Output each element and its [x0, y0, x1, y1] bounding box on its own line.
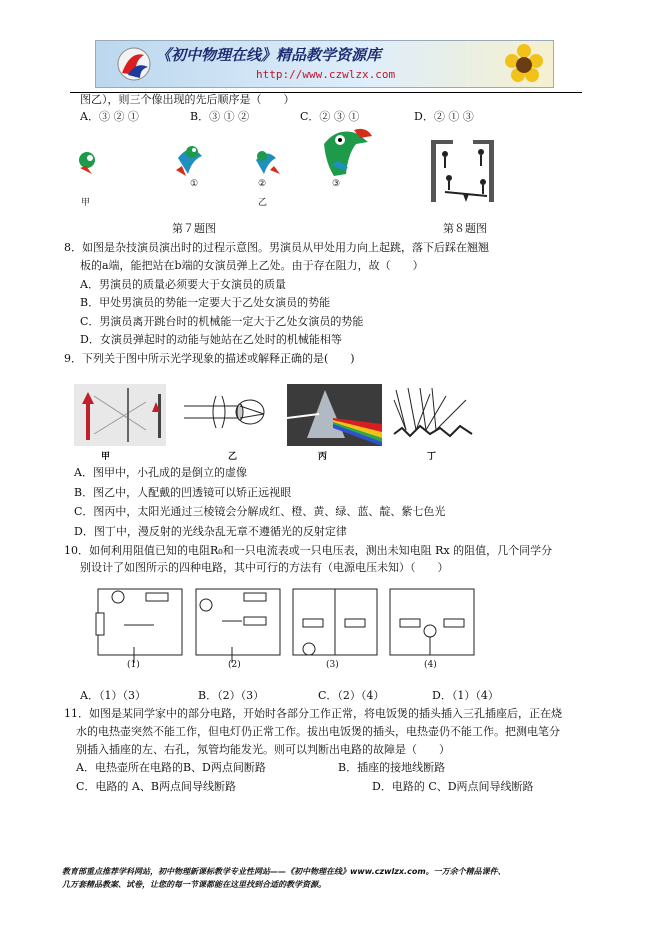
- q9-label-bing: 丙: [318, 452, 328, 462]
- q7-label-yi: 乙: [258, 198, 268, 208]
- q11-option-a: A．电热壶所在电路的B、D两点间断路: [76, 761, 266, 774]
- q8-option-d: D．女演员弹起时的动能与她站在乙处时的机械能相等: [80, 333, 342, 346]
- q11-stem-line1: 11．如图是某同学家中的部分电路，开始时各部分工作正常，将电饭煲的插头插入三孔插座后，正在烧: [64, 707, 562, 720]
- q11-option-b: B．插座的接地线断路: [338, 761, 446, 774]
- q10-option-b: B．（2）（3）: [198, 689, 265, 702]
- q9-figure-yi: [180, 384, 275, 446]
- footer-line2: 几万套精品教案、试卷，让您的每一节课都能在这里找到合适的教学资源。: [62, 880, 326, 889]
- banner-title: 《初中物理在线》精品教学资源库: [156, 46, 382, 64]
- q8-acrobat-figure: [425, 130, 505, 206]
- q10-option-c: C．（2）（4）: [318, 689, 385, 702]
- q10-label-2: (2): [228, 660, 241, 670]
- header-banner: [95, 40, 554, 88]
- q9-option-b: B．图乙中，人配戴的凹透镜可以矫正远视眼: [74, 486, 292, 499]
- q9-label-jia: 甲: [101, 452, 111, 462]
- q9-stem: 9．下列关于图中所示光学现象的描述或解释正确的是( ): [64, 352, 355, 365]
- q7-label-jia: 甲: [81, 198, 91, 208]
- q7-figure-2: [250, 144, 282, 178]
- q9-option-a: A．图甲中，小孔成的是倒立的虚像: [74, 466, 247, 479]
- sunflower-icon: [496, 41, 552, 87]
- q10-option-d: D．（1）（4）: [432, 689, 499, 702]
- q7-caption: 第７题图: [172, 222, 216, 235]
- q7-option-c: C．② ③ ①: [300, 110, 360, 123]
- q7-figure-1: [170, 138, 212, 180]
- q8-stem-line1: 8．如图是杂技演员演出时的过程示意图。男演员从甲处用力向上起跳，落下后踩在翘翘: [64, 241, 489, 254]
- q10-circuit-1: [94, 585, 186, 665]
- q7-option-b: B．③ ① ②: [190, 110, 250, 123]
- q7-figure-3: [318, 124, 374, 182]
- q7-option-a: A．③ ② ①: [80, 110, 139, 123]
- banner-url[interactable]: http://www.czwlzx.com: [256, 68, 396, 81]
- q8-caption: 第８题图: [443, 222, 487, 235]
- q10-label-3: (3): [326, 660, 339, 670]
- q10-label-1: (1): [127, 660, 140, 670]
- q7-figure-jia: [72, 148, 102, 178]
- q8-option-b: B．甲处男演员的势能一定要大于乙处女演员的势能: [80, 296, 331, 309]
- q11-stem-line3: 别插入插座的左、右孔，氖管均能发光。则可以判断出电路的故障是（ ）: [76, 743, 450, 756]
- q10-circuit-4: [386, 585, 478, 665]
- q10-option-a: A．（1）（3）: [80, 689, 146, 702]
- q7-label-2: ②: [258, 179, 267, 189]
- q10-stem-line1: 10．如何利用阻值已知的电阻R₀和一只电流表或一只电压表，测出未知电阻 Rx 的阻值，几个同学分: [64, 544, 553, 557]
- q9-figure-ding: [390, 384, 476, 446]
- q8-option-a: A．男演员的质量必须要大于女演员的质量: [80, 278, 286, 291]
- q10-stem-line2: 别设计了如图所示的四种电路，其中可行的方法有（电源电压未知）（ ）: [80, 561, 449, 574]
- site-logo-icon: [114, 45, 156, 83]
- q9-figure-jia: [74, 384, 166, 446]
- footer-line1: 教育部重点推荐学科网站，初中物理新课标教学专业性网站——《初中物理在线》www.czwlzx.com。一万余个精品课件、: [62, 867, 506, 876]
- q7-option-d: D．② ① ③: [414, 110, 474, 123]
- q11-option-d: D．电路的 C、D两点间导线断路: [372, 780, 534, 793]
- q10-circuit-3: [289, 585, 381, 665]
- q9-option-c: C．图丙中，太阳光通过三棱镜会分解成红、橙、黄、绿、蓝、靛、紫七色光: [74, 505, 446, 518]
- q10-label-4: (4): [424, 660, 437, 670]
- q9-label-ding: 丁: [427, 452, 437, 462]
- q7-label-3: ③: [332, 179, 341, 189]
- q9-figure-bing: [287, 384, 382, 446]
- q11-option-c: C．电路的 A、B两点间导线断路: [76, 780, 236, 793]
- q8-option-c: C．男演员离开跳台时的机械能一定大于乙处女演员的势能: [80, 315, 364, 328]
- q9-label-yi: 乙: [228, 452, 238, 462]
- q7-label-1: ①: [190, 179, 199, 189]
- q7-stem-tail: 图乙），则三个像出现的先后顺序是（ ）: [80, 93, 295, 106]
- q10-circuit-2: [192, 585, 284, 665]
- q8-stem-line2: 板的a端，能把站在b端的女演员弹上乙处。由于存在阻力，故（ ）: [80, 259, 424, 272]
- q11-stem-line2: 水的电热壶突然不能工作，但电灯仍正常工作。拔出电饭煲的插头，电热壶仍不能工作。把测电笔分: [76, 725, 560, 738]
- q9-option-d: D．图丁中，漫反射的光线杂乱无章不遵循光的反射定律: [74, 525, 347, 538]
